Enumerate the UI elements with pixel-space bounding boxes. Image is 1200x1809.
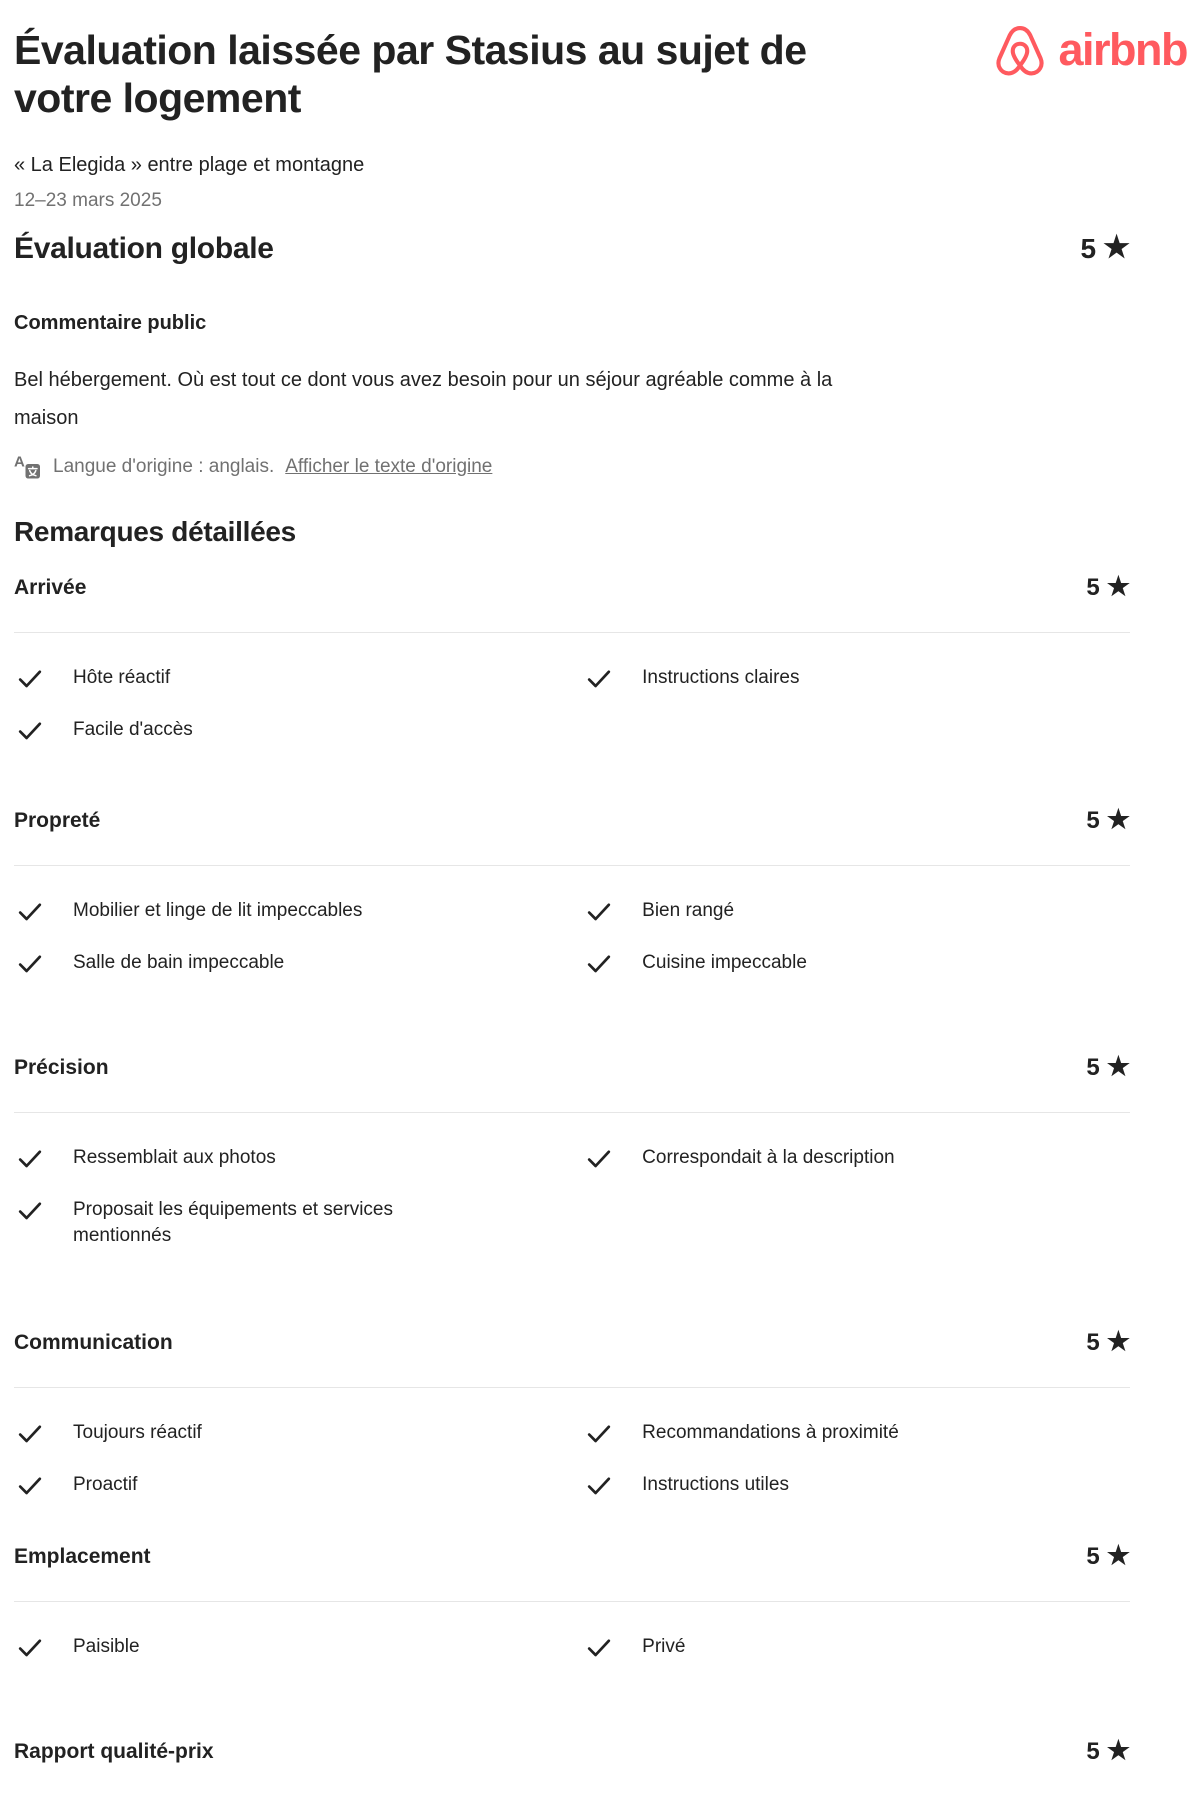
checkmark-icon bbox=[18, 669, 42, 689]
star-icon: ★ bbox=[1106, 1540, 1130, 1570]
section-items bbox=[14, 1113, 1130, 1249]
public-comment-text: Bel hébergement. Où est tout ce dont vous avez besoin pour un séjour agréable comme à la maison bbox=[14, 369, 833, 429]
detailed-remarks-title: Remarques détaillées bbox=[14, 516, 296, 547]
page-title: Évaluation laissée par Stasius au sujet de votre logement bbox=[14, 27, 807, 121]
checkmark-icon bbox=[587, 1476, 611, 1496]
airbnb-wordmark: airbnb bbox=[1058, 23, 1187, 75]
review-tag-item bbox=[583, 665, 1130, 691]
public-comment-label: Commentaire public bbox=[14, 312, 207, 334]
section-items bbox=[14, 633, 1130, 743]
show-original-link[interactable]: Afficher le texte d'origine bbox=[285, 455, 493, 477]
section-name: Précision bbox=[14, 1056, 109, 1079]
section-rating-number: 5 bbox=[1086, 1543, 1100, 1570]
checkmark-icon bbox=[18, 1424, 42, 1444]
translate-icon bbox=[14, 453, 41, 480]
star-icon: ★ bbox=[1106, 1326, 1130, 1356]
review-tag-item bbox=[14, 717, 583, 743]
section-items bbox=[14, 1388, 1130, 1498]
section-rating-number: 5 bbox=[1086, 807, 1100, 834]
review-tag-label: Instructions utiles bbox=[642, 1474, 789, 1495]
section-header bbox=[14, 1540, 1130, 1571]
review-tag-label: Proactif bbox=[73, 1474, 138, 1495]
listing-name: « La Elegida » entre plage et montagne bbox=[14, 154, 365, 176]
overall-rating-value bbox=[1081, 233, 1130, 265]
section-name: Rapport qualité-prix bbox=[14, 1740, 214, 1763]
review-tag-item bbox=[583, 898, 1130, 924]
svg-text:A: A bbox=[14, 453, 25, 471]
section-header bbox=[14, 571, 1130, 602]
review-tag-item bbox=[14, 1634, 583, 1660]
checkmark-icon bbox=[587, 1149, 611, 1169]
review-tag-label: Ressemblait aux photos bbox=[73, 1147, 276, 1168]
translation-row bbox=[14, 453, 1130, 480]
section-rating bbox=[1086, 1051, 1130, 1082]
checkmark-icon bbox=[587, 1638, 611, 1658]
empty-cell bbox=[583, 1197, 1130, 1249]
review-tag-item bbox=[14, 1197, 583, 1249]
section-name: Communication bbox=[14, 1331, 173, 1354]
stay-dates: 12–23 mars 2025 bbox=[14, 190, 162, 211]
review-tag-item bbox=[14, 898, 583, 924]
empty-cell bbox=[583, 717, 1130, 743]
rating-section bbox=[14, 571, 1130, 743]
star-icon: ★ bbox=[1106, 1051, 1130, 1081]
section-header bbox=[14, 804, 1130, 835]
checkmark-icon bbox=[18, 1476, 42, 1496]
section-rating bbox=[1086, 1326, 1130, 1357]
review-tag-label: Instructions claires bbox=[642, 667, 800, 688]
review-tag-label: Recommandations à proximité bbox=[642, 1422, 899, 1443]
overall-rating-label: Évaluation globale bbox=[14, 232, 274, 265]
checkmark-icon bbox=[18, 1201, 42, 1221]
checkmark-icon bbox=[587, 669, 611, 689]
checkmark-icon bbox=[18, 1149, 42, 1169]
overall-rating-number: 5 bbox=[1080, 233, 1097, 264]
review-tag-item bbox=[14, 665, 583, 691]
section-rating bbox=[1086, 1540, 1130, 1571]
section-header bbox=[14, 1051, 1130, 1082]
overall-rating-row bbox=[14, 232, 1130, 266]
section-items bbox=[14, 866, 1130, 976]
checkmark-icon bbox=[587, 1424, 611, 1444]
checkmark-icon bbox=[18, 721, 42, 741]
section-rating bbox=[1086, 1735, 1130, 1766]
review-tag-label: Salle de bain impeccable bbox=[73, 952, 285, 973]
airbnb-belo-icon bbox=[991, 22, 1049, 80]
review-tag-item bbox=[583, 950, 1130, 976]
section-name: Propreté bbox=[14, 809, 101, 832]
review-tag-item bbox=[583, 1472, 1130, 1498]
checkmark-icon bbox=[18, 902, 42, 922]
review-tag-item bbox=[14, 950, 583, 976]
review-tag-label: Paisible bbox=[73, 1636, 140, 1657]
checkmark-icon bbox=[587, 954, 611, 974]
star-icon: ★ bbox=[1106, 571, 1130, 601]
review-tag-label: Hôte réactif bbox=[73, 667, 171, 688]
page-header bbox=[14, 23, 1187, 122]
checkmark-icon bbox=[18, 1638, 42, 1658]
section-rating bbox=[1086, 571, 1130, 602]
rating-section bbox=[14, 1735, 1130, 1766]
star-icon: ★ bbox=[1103, 231, 1130, 264]
section-name: Emplacement bbox=[14, 1545, 151, 1568]
review-tag-item bbox=[583, 1145, 1130, 1171]
checkmark-icon bbox=[587, 902, 611, 922]
section-header bbox=[14, 1326, 1130, 1357]
section-header bbox=[14, 1735, 1130, 1766]
checkmark-icon bbox=[18, 954, 42, 974]
review-tag-label: Mobilier et linge de lit impeccables bbox=[73, 900, 363, 921]
review-tag-label: Cuisine impeccable bbox=[642, 952, 807, 973]
section-items bbox=[14, 1602, 1130, 1660]
section-rating-number: 5 bbox=[1086, 574, 1100, 601]
review-tag-item bbox=[14, 1145, 583, 1171]
rating-sections bbox=[14, 571, 1130, 1766]
review-tag-item bbox=[14, 1420, 583, 1446]
rating-section bbox=[14, 1540, 1130, 1660]
section-name: Arrivée bbox=[14, 576, 87, 599]
section-rating-number: 5 bbox=[1086, 1054, 1100, 1081]
review-tag-item bbox=[583, 1420, 1130, 1446]
section-rating-number: 5 bbox=[1086, 1329, 1100, 1356]
review-tag-label: Toujours réactif bbox=[73, 1422, 202, 1443]
review-tag-label: Correspondait à la description bbox=[642, 1147, 895, 1168]
review-tag-item bbox=[14, 1472, 583, 1498]
review-tag-label: Proposait les équipements et services mentionnés bbox=[73, 1199, 393, 1246]
rating-section bbox=[14, 1326, 1130, 1498]
section-rating-number: 5 bbox=[1086, 1738, 1100, 1765]
rating-section bbox=[14, 804, 1130, 976]
section-rating bbox=[1086, 804, 1130, 835]
review-tag-label: Privé bbox=[642, 1636, 686, 1657]
star-icon: ★ bbox=[1106, 804, 1130, 834]
review-tag-label: Facile d'accès bbox=[73, 719, 193, 740]
review-tag-label: Bien rangé bbox=[642, 900, 735, 921]
review-tag-item bbox=[583, 1634, 1130, 1660]
original-language-note: Langue d'origine : anglais. bbox=[53, 455, 275, 477]
rating-section bbox=[14, 1051, 1130, 1249]
star-icon: ★ bbox=[1106, 1735, 1130, 1765]
airbnb-logo[interactable] bbox=[991, 22, 1187, 80]
